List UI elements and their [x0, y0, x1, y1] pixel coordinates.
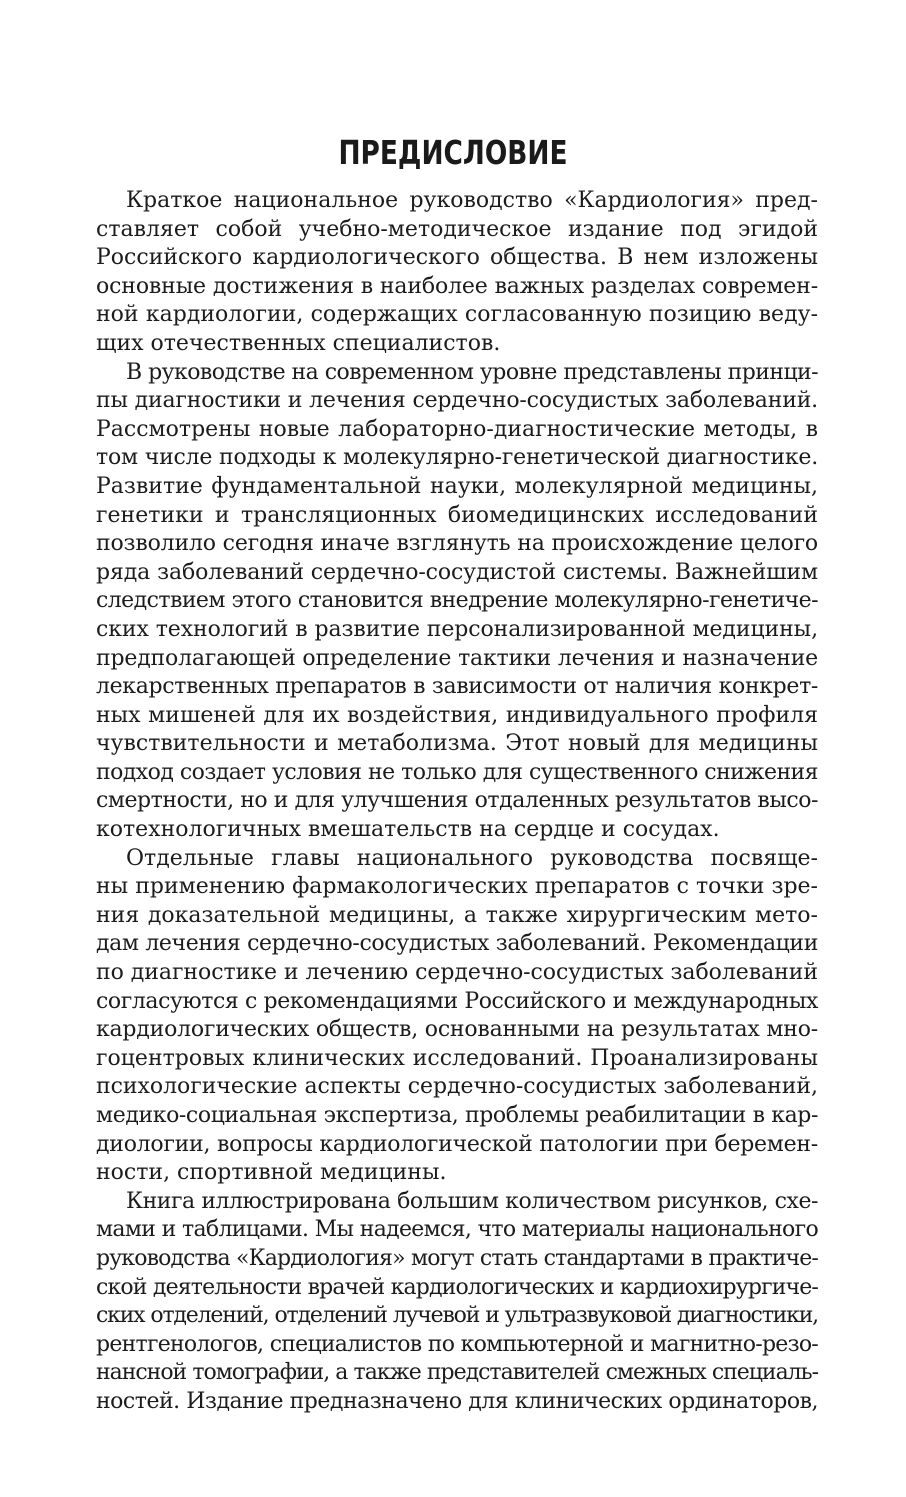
text-line: ностей. Издание предназначено для клинических ординаторов,: [96, 1388, 818, 1414]
paragraph: [96, 187, 818, 359]
text-line: Развитие фундаментальной науки, молекулярной медицины,: [96, 473, 818, 499]
text-line: психологические аспекты сердечно-сосудистых заболеваний,: [96, 1074, 818, 1100]
text-line: ряда заболеваний сердечно-сосудистой системы. Важнейшим: [96, 559, 818, 585]
text-line: чувствительности и метаболизма. Этот новый для медицины: [96, 731, 818, 757]
text-line: ны применению фармакологических препаратов с точки зре-: [96, 874, 818, 900]
text-line: гоцентровых клинических исследований. Проанализированы: [96, 1045, 818, 1071]
text-line: Российского кардиологического общества. В нем изложены: [96, 245, 818, 271]
text-line: ставляет собой учебно-методическое издание под эгидой: [96, 216, 818, 242]
preface-body: [96, 187, 818, 1417]
paragraph: [96, 1188, 818, 1417]
text-line: диологии, вопросы кардиологической патологии при беремен-: [96, 1131, 818, 1157]
text-line: В руководстве на современном уровне представлены принци-: [126, 359, 818, 385]
text-line: ности, спортивной медицины.: [96, 1160, 447, 1186]
text-line: рентгенологов, специалистов по компьютерной и магнитно-резо-: [96, 1331, 818, 1357]
text-line: предполагающей определение тактики лечения и назначение: [96, 645, 818, 671]
text-line: ских технологий в развитие персонализированной медицины,: [96, 616, 818, 642]
text-line: подход создает условия не только для существенного снижения: [96, 759, 818, 785]
text-line: котехнологичных вмешательств на сердце и сосудах.: [96, 817, 720, 843]
text-line: Краткое национальное руководство «Кардиология» пред-: [126, 188, 818, 213]
text-line: генетики и трансляционных биомедицинских исследований: [96, 502, 818, 528]
text-line: ных мишеней для их воздействия, индивидуального профиля: [96, 702, 818, 728]
text-line: смертности, но и для улучшения отдаленных результатов высо-: [96, 788, 818, 814]
text-line: Рассмотрены новые лабораторно-диагностические методы, в: [96, 416, 818, 442]
text-line: позволило сегодня иначе взглянуть на происхождение целого: [96, 531, 818, 557]
text-line: по диагностике и лечению сердечно-сосудистых заболеваний: [96, 960, 818, 986]
text-line: ной кардиологии, содержащих согласованную позицию веду-: [96, 302, 818, 328]
text-line: щих отечественных специалистов.: [96, 330, 501, 356]
text-line: руководства «Кардиология» могут стать стандартами в практиче-: [96, 1245, 818, 1271]
paragraph: [96, 845, 818, 1188]
text-line: лекарственных препаратов в зависимости от наличия конкрет-: [96, 674, 818, 700]
page-title: ПРЕДИСЛОВИЕ: [338, 133, 568, 172]
text-line: ской деятельности врачей кардиологических и кардиохирургиче-: [96, 1274, 818, 1300]
text-line: Книга иллюстрирована большим количеством рисунков, схе-: [126, 1188, 818, 1214]
text-line: следствием этого становится внедрение молекулярно-генетиче-: [96, 588, 818, 614]
text-line: том числе подходы к молекулярно-генетической диагностике.: [96, 445, 818, 471]
text-line: мами и таблицами. Мы надеемся, что материалы национального: [96, 1217, 818, 1243]
text-line: ских отделений, отделений лучевой и ультразвуковой диагностики,: [96, 1303, 818, 1329]
text-line: медико-социальная экспертиза, проблемы реабилитации в кар-: [96, 1103, 818, 1128]
text-line: кардиологических обществ, основанными на результатах мно-: [96, 1017, 818, 1043]
text-line: пы диагностики и лечения сердечно-сосудистых заболеваний.: [96, 388, 818, 414]
text-line: нансной томографии, а также представителей смежных специаль-: [96, 1360, 818, 1386]
text-line: ния доказательной медицины, а также хирургическим мето-: [96, 902, 818, 928]
text-line: дам лечения сердечно-сосудистых заболеваний. Рекомендации: [96, 931, 818, 957]
paragraph: [96, 359, 818, 845]
text-line: согласуются с рекомендациями Российского и международных: [96, 988, 818, 1014]
text-line: Отдельные главы национального руководства посвяще-: [126, 845, 818, 871]
text-line: основные достижения в наиболее важных разделах современ-: [96, 273, 818, 299]
